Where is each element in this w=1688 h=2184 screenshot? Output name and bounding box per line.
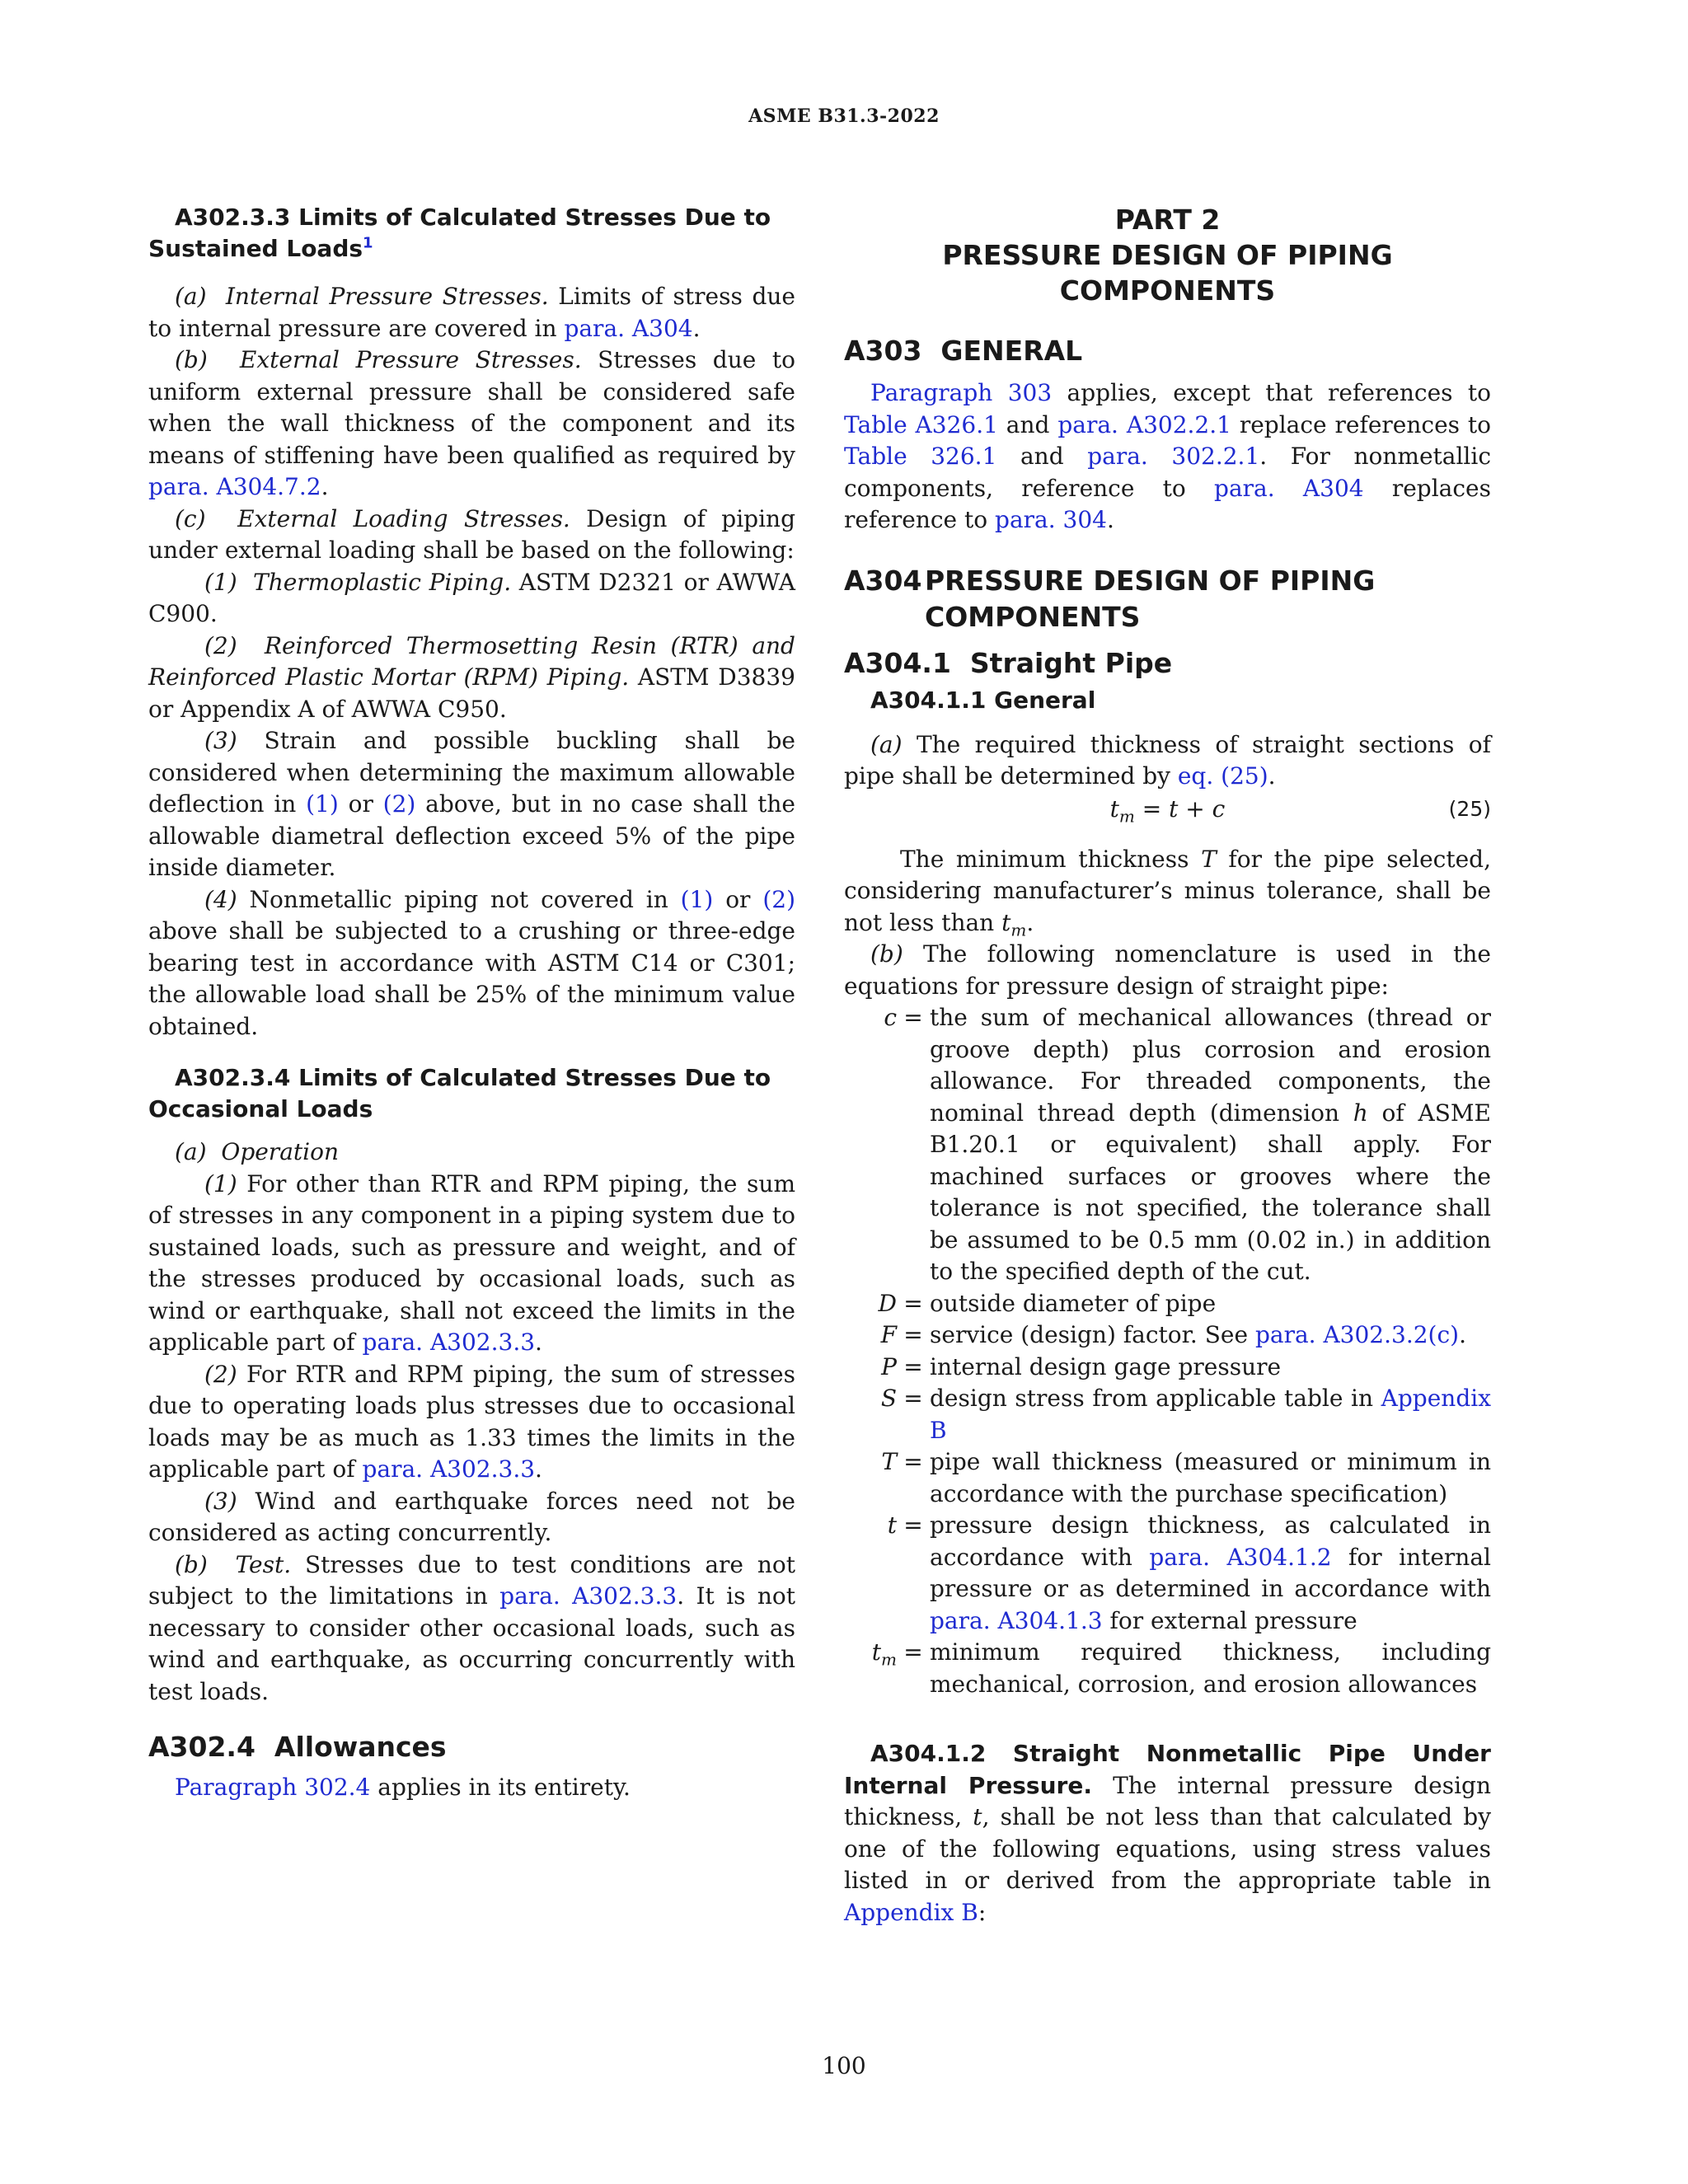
link-para-a304-1-3[interactable]: para. A304.1.3 <box>930 1606 1103 1634</box>
para-required-thickness: (a) The required thickness of straight sections of pipe shall be determined by eq. (25). <box>844 730 1491 790</box>
equation-number: (25) <box>1448 796 1491 821</box>
link-paragraph-302-4[interactable]: Paragraph 302.4 <box>175 1774 371 1801</box>
heading-a304: A304 PRESSURE DESIGN OF PIPING COMPONENTS <box>844 564 1376 633</box>
def-s: S = design stress from applicable table in Appendix B <box>880 1385 1491 1444</box>
link-para-302-2-1[interactable]: para. 302.2.1 <box>1087 443 1260 470</box>
link-appendix-b[interactable]: Appendix B <box>930 1385 1491 1444</box>
link-para-a304[interactable]: para. A304 <box>1214 474 1364 502</box>
nomenclature-list <box>844 1002 1491 1700</box>
link-para-a302-3-3[interactable]: para. A302.3.3 <box>362 1329 536 1356</box>
para-internal-pressure: (a) Internal Pressure Stresses. Limits of stress due to internal pressure are covered in para. A304. <box>148 283 795 342</box>
para-operation-2: (2) For RTR and RPM piping, the sum of stresses due to operating loads plus stresses due to occasional loads may be as much as 1.33 times the limits in the applicable part of para. A302.3.3. <box>148 1360 795 1483</box>
def-t: t = pressure design thickness, as calculated in accordance with para. A304.1.2 for internal pressure or as determined in accordance with para. A304.1.3 for external pressure <box>887 1511 1491 1634</box>
page-number: 100 <box>822 2052 866 2079</box>
heading-a304-1: A304.1 Straight Pipe <box>844 646 1173 679</box>
heading-a302-3-4: A302.3.4 Limits of Calculated Stresses Due to Occasional Loads <box>148 1064 771 1122</box>
heading-a303: A303 GENERAL <box>844 335 1083 367</box>
def-p: P = internal design gage pressure <box>881 1352 1282 1380</box>
link-appendix-b[interactable]: Appendix B <box>844 1898 978 1926</box>
para-nomenclature: (b) The following nomenclature is used in the equations for pressure design of straight pipe: <box>844 940 1491 1000</box>
def-T: T = pipe wall thickness (measured or minimum in accordance with the purchase specification) <box>881 1448 1491 1507</box>
link-para-a304[interactable]: para. A304 <box>564 314 693 342</box>
footnote-1-link[interactable]: 1 <box>363 234 373 252</box>
para-operation: (a) Operation <box>175 1138 339 1165</box>
link-para-a304-1-2[interactable]: para. A304.1.2 <box>1149 1543 1332 1571</box>
para-buckling: (3) Strain and possible buckling shall be considered when determining the maximum allowable deflection in (1) or (2) above, but in no case shall the allowable diametral deflection exceed 5% of the pipe inside diameter. <box>148 727 795 881</box>
link-para-a304-7-2[interactable]: para. A304.7.2 <box>148 473 321 500</box>
part-title: PRESSURE DESIGN OF PIPING COMPONENTS <box>942 239 1393 307</box>
para-general: Paragraph 303 applies, except that references to Table A326.1 and para. A302.2.1 replace references to Table 326.1 and para. 302.2.1. For nonmetallic components, reference to para. A304 replaces reference to para. 304. <box>844 379 1492 533</box>
para-crushing-test: (4) Nonmetallic piping not covered in (1) or (2) above shall be subjected to a crushing or three-edge bearing test in accordance with ASTM C14 or C301; the allowable load shall be 25% of the minimum value obtained. <box>148 885 795 1040</box>
link-eq-25[interactable]: eq. (25) <box>1177 762 1268 790</box>
link-item-1[interactable]: (1) <box>306 790 339 818</box>
link-item-2[interactable]: (2) <box>762 885 795 913</box>
equation-25: $t_m = t + c$ (25) <box>844 793 1491 826</box>
para-operation-1: (1) For other than RTR and RPM piping, the sum of stresses in any component in a piping system due to sustained loads, such as pressure and weight, and of the stresses produced by occasional loads, such as wind or earthquake, shall not exceed the limits in the applicable part of para. A302.3.3. <box>148 1169 795 1356</box>
link-item-2[interactable]: (2) <box>382 790 416 818</box>
link-para-a302-3-3[interactable]: para. A302.3.3 <box>499 1582 678 1610</box>
para-operation-3: (3) Wind and earthquake forces need not be considered as acting concurrently. <box>148 1487 795 1546</box>
link-table-326-1[interactable]: Table 326.1 <box>844 443 997 470</box>
link-para-a302-3-2c[interactable]: para. A302.3.2(c) <box>1254 1321 1460 1348</box>
heading-a302-3-3: A302.3.3 Limits of Calculated Stresses Due to Sustained Loads$^1$ <box>148 204 771 262</box>
para-external-pressure: (b) External Pressure Stresses. Stresses due to uniform external pressure shall be considered safe when the wall thickness of the component and its means of stiffening have been qualified as required by para. A304.7.2. <box>148 346 795 500</box>
left-column <box>148 202 795 1804</box>
para-test: (b) Test. Stresses due to test conditions are not subject to the limitations in para. A302.3.3. It is not necessary to consider other occasional loads, such as wind and earthquake, as occurring concurrently with test loads. <box>148 1550 795 1705</box>
running-head: ASME B31.3-2022 <box>748 105 940 127</box>
link-item-1[interactable]: (1) <box>680 885 714 913</box>
right-column <box>844 202 1491 1929</box>
def-f: F = service (design) factor. See para. A302.3.2(c). <box>880 1321 1466 1348</box>
para-rtr-rpm: (2) Reinforced Thermosetting Resin (RTR) and Reinforced Plastic Mortar (RPM) Piping. ASTM D3839 or Appendix A of AWWA C950. <box>148 631 795 723</box>
para-a304-1-2: A304.1.2 Straight Nonmetallic Pipe Under Internal Pressure. The internal pressure design thickness, t, shall be not less than that calculated by one of the following equations, using stress values listed in or derived from the appropriate table in Appendix B: <box>844 1740 1492 1926</box>
link-para-304[interactable]: para. 304 <box>995 506 1107 533</box>
heading-a304-1-2: A304.1.2 Straight Nonmetallic Pipe Under Internal Pressure. <box>844 1740 1491 1799</box>
link-table-a326-1[interactable]: Table A326.1 <box>844 410 998 438</box>
para-thermoplastic: (1) Thermoplastic Piping. ASTM D2321 or AWWA C900. <box>148 568 795 627</box>
def-tm: $t_m$ = minimum required thickness, including mechanical, corrosion, and erosion allowances <box>871 1638 1491 1698</box>
heading-a304-1-1: A304.1.1 General <box>870 686 1096 714</box>
heading-a302-4: A302.4 Allowances <box>148 1731 447 1763</box>
link-para-a302-3-3[interactable]: para. A302.3.3 <box>362 1455 536 1483</box>
para-allowances: Paragraph 302.4 applies in its entirety. <box>175 1774 631 1801</box>
link-paragraph-303[interactable]: Paragraph 303 <box>870 379 1053 406</box>
part-number: PART 2 <box>1114 204 1221 236</box>
link-para-a302-2-1[interactable]: para. A302.2.1 <box>1057 410 1231 438</box>
def-d: D = outside diameter of pipe <box>878 1289 1217 1317</box>
para-minimum-thickness: The minimum thickness T for the pipe selected, considering manufacturer’s minus tolerance, shall be not less than $t_m$. <box>844 845 1492 940</box>
def-c: c = the sum of mechanical allowances (thread or groove depth) plus corrosion and erosion allowance. For threaded components, the nominal thread depth (dimension h of ASME B1.20.1 or equivalent) shall apply. For machined surfaces or grooves where the tolerance is not specified, the tolerance shall be assumed to be 0.5 mm (0.02 in.) in addition to the specified depth of the cut. <box>884 1004 1491 1285</box>
para-external-loading: (c) External Loading Stresses. Design of piping under external loading shall be based on the following: <box>148 504 795 564</box>
